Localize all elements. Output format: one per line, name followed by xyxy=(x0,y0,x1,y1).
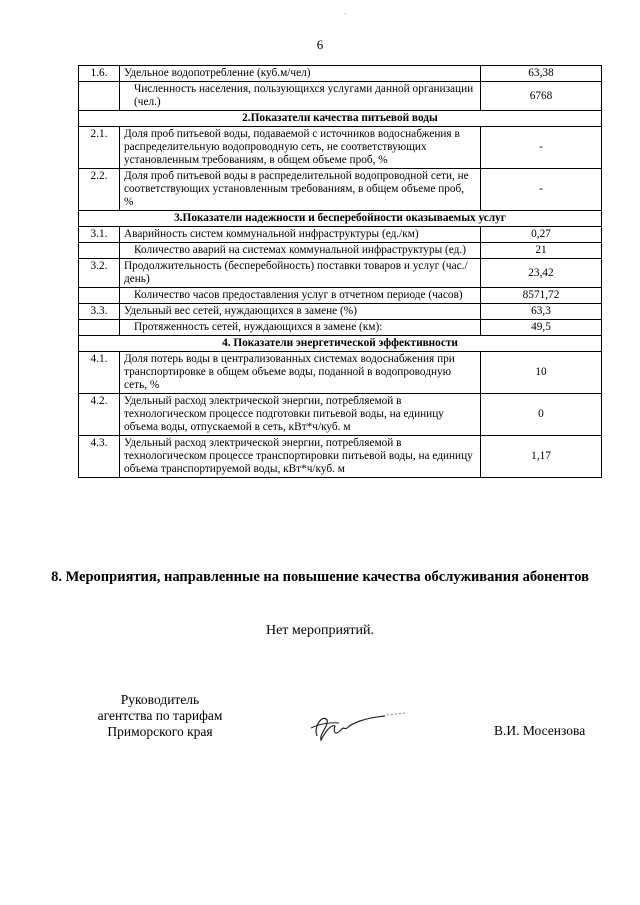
indicator-value: 10 xyxy=(481,352,602,394)
indicator-value: 21 xyxy=(481,243,602,259)
indicator-value: - xyxy=(481,127,602,169)
row-number: 3.1. xyxy=(79,227,120,243)
section-8-heading: 8. Мероприятия, направленные на повышение качества обслуживания абонентов xyxy=(51,569,589,585)
table-row xyxy=(79,394,602,436)
indicator-value: 8571,72 xyxy=(481,288,602,304)
row-number xyxy=(79,320,120,336)
indicator-name: Доля проб питьевой воды, подаваемой с источников водоснабжения в распределительную водопроводную сеть, не соответствующих установленным требованиям, в общем объеме проб, % xyxy=(120,127,481,169)
section-header: 4. Показатели энергетической эффективности xyxy=(79,336,602,352)
row-number: 4.1. xyxy=(79,352,120,394)
table-row xyxy=(79,304,602,320)
table-row xyxy=(79,127,602,169)
signatory-title-line: агентства по тарифам xyxy=(97,708,223,723)
row-number: 2.1. xyxy=(79,127,120,169)
row-number: 2.2. xyxy=(79,169,120,211)
indicator-name: Доля проб питьевой воды в распределительной водопроводной сети, не соответствующих установленным требованиям, в общем объеме проб, % xyxy=(120,169,481,211)
table-row xyxy=(79,352,602,394)
indicator-value: 63,38 xyxy=(481,66,602,82)
indicator-value: 1,17 xyxy=(481,436,602,478)
indicator-name: Протяженность сетей, нуждающихся в замене (км): xyxy=(120,320,481,336)
section-8-body: Нет мероприятий. xyxy=(265,623,375,638)
row-number: 1.6. xyxy=(79,66,120,82)
indicator-value: 63,3 xyxy=(481,304,602,320)
indicator-name: Аварийность систем коммунальной инфраструктуры (ед./км) xyxy=(120,227,481,243)
indicator-name: Численность населения, пользующихся услугами данной организации (чел.) xyxy=(120,82,481,111)
table-row xyxy=(79,66,602,82)
row-number: 3.2. xyxy=(79,259,120,288)
indicator-name: Удельный вес сетей, нуждающихся в замене (%) xyxy=(120,304,481,320)
table-row xyxy=(79,82,602,111)
indicator-value: 0,27 xyxy=(481,227,602,243)
page-number: 6 xyxy=(316,37,324,52)
table-row xyxy=(79,227,602,243)
indicator-name: Количество часов предоставления услуг в отчетном периоде (часов) xyxy=(120,288,481,304)
handwritten-signature xyxy=(305,706,415,746)
indicator-name: Доля потерь воды в централизованных системах водоснабжения при транспортировке в общем объеме воды, поданной в водопроводную сеть, % xyxy=(120,352,481,394)
indicator-value: 6768 xyxy=(481,82,602,111)
section-header-row xyxy=(79,111,602,127)
table-row xyxy=(79,259,602,288)
table-row xyxy=(79,320,602,336)
signatory-title-line: Руководитель xyxy=(120,692,200,707)
row-number: 4.2. xyxy=(79,394,120,436)
row-number: 4.3. xyxy=(79,436,120,478)
indicator-name: Удельное водопотребление (куб.м/чел) xyxy=(120,66,481,82)
section-header: 3.Показатели надежности и бесперебойности оказываемых услуг xyxy=(79,211,602,227)
table-row xyxy=(79,436,602,478)
row-number xyxy=(79,82,120,111)
section-header-row xyxy=(79,211,602,227)
row-number xyxy=(79,288,120,304)
indicator-value: 49,5 xyxy=(481,320,602,336)
scan-mark: . xyxy=(344,7,346,16)
indicator-value: 0 xyxy=(481,394,602,436)
indicators-table xyxy=(78,65,602,478)
signatory-title-line: Приморского края xyxy=(107,724,213,739)
indicator-value: 23,42 xyxy=(481,259,602,288)
signatory-name: В.И. Мосензова xyxy=(494,723,586,738)
table-row xyxy=(79,288,602,304)
row-number: 3.3. xyxy=(79,304,120,320)
row-number xyxy=(79,243,120,259)
section-header: 2.Показатели качества питьевой воды xyxy=(79,111,602,127)
indicator-name: Удельный расход электрической энергии, потребляемой в технологическом процессе транспортировки питьевой воды, на единицу объема транспортируемой воды, кВт*ч/куб. м xyxy=(120,436,481,478)
section-header-row xyxy=(79,336,602,352)
signatory-title xyxy=(60,692,260,740)
indicator-name: Удельный расход электрической энергии, потребляемой в технологическом процессе подготовки питьевой воды, на единицу объема воды, отпускаемой в сеть, кВт*ч/куб. м xyxy=(120,394,481,436)
table-row xyxy=(79,243,602,259)
indicator-name: Количество аварий на системах коммунальной инфраструктуры (ед.) xyxy=(120,243,481,259)
indicator-value: - xyxy=(481,169,602,211)
table-row xyxy=(79,169,602,211)
indicator-name: Продолжительность (бесперебойность) поставки товаров и услуг (час./день) xyxy=(120,259,481,288)
